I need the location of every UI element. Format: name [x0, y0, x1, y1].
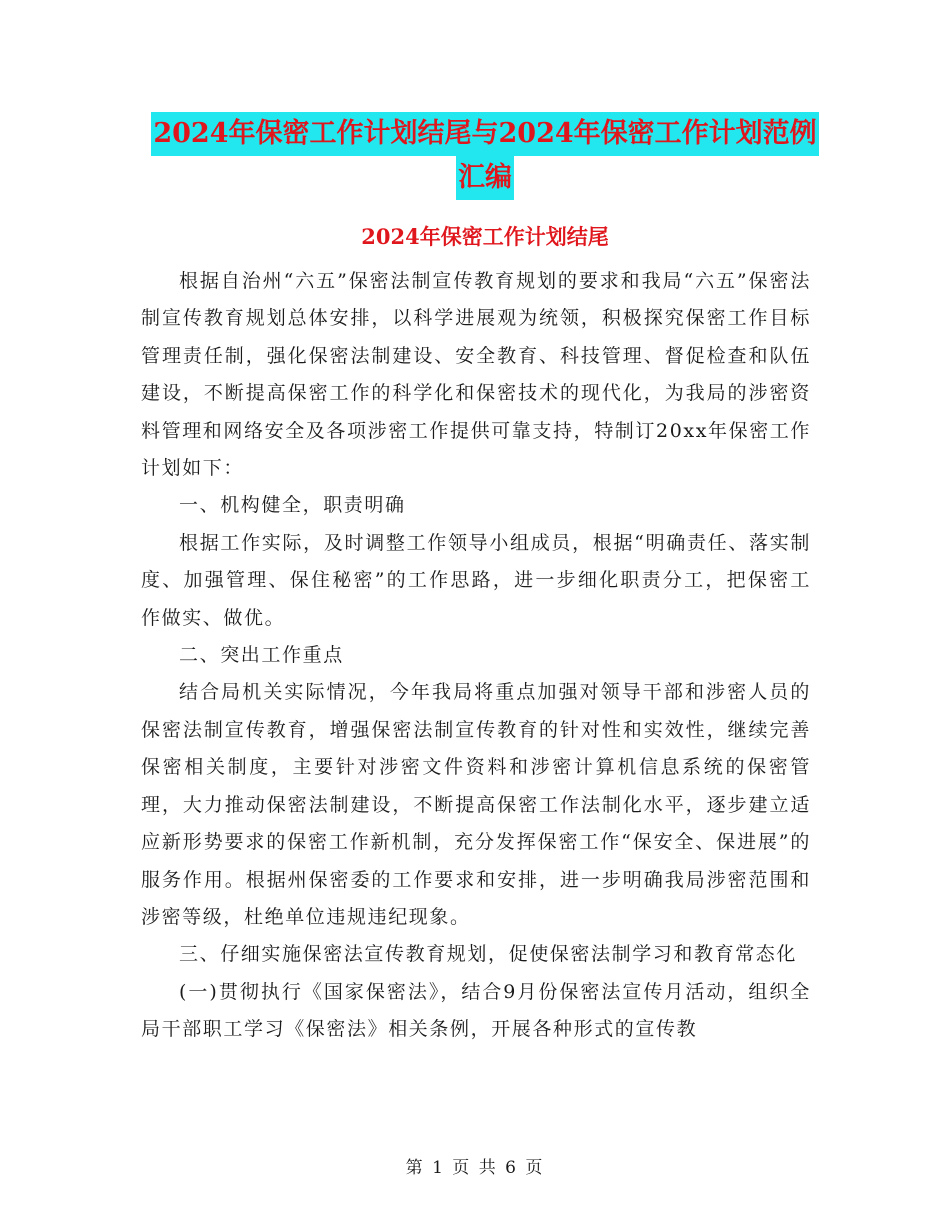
- section-title: 2024年保密工作计划结尾: [361, 224, 609, 249]
- heading-section-1: 一、机构健全，职责明确: [179, 494, 406, 517]
- paragraph-section-2: 结合局机关实际情况，今年我局将重点加强对领导干部和涉密人员的保密法制宣传教育，增强保密法制宣传教育的针对性和实效性，继续完善保密相关制度，主要针对涉密文件资料和涉密计算机信息系统的保密管理，大力推动保密法制建设，不断提高保密工作法制化水平，逐步建立适应新形势要求的保密工作新机制，充分发挥保密工作“保安全、保进展”的服务作用。根据州保密委的工作要求和安排，进一步明确我局涉密范围和涉密等级，杜绝单位违规违纪现象。: [141, 681, 811, 928]
- title-line-1: 2024年保密工作计划结尾与2024年保密工作计划范例: [151, 112, 818, 156]
- paragraph-intro: 根据自治州“六五”保密法制宣传教育规划的要求和我局“六五”保密法制宣传教育规划总体安排，以科学进展观为统领，积极探究保密工作目标管理责任制，强化保密法制建设、安全教育、科技管理、督促检查和队伍建设，不断提高保密工作的科学化和保密技术的现代化，为我局的涉密资料管理和网络安全及各项涉密工作提供可靠支持，特制订20xx年保密工作计划如下：: [141, 270, 812, 480]
- page-footer: 第 1 页 共 6 页: [405, 1158, 545, 1178]
- heading-section-2: 二、突出工作重点: [179, 644, 344, 667]
- document-body: [141, 263, 811, 1049]
- paragraph-section-1: 根据工作实际，及时调整工作领导小组成员，根据“明确责任、落实制度、加强管理、保住秘密”的工作思路，进一步细化职责分工，把保密工作做实、做优。: [141, 531, 811, 629]
- document-title: [140, 112, 830, 200]
- heading-section-3: 三、仔细实施保密法宣传教育规划，促使保密法制学习和教育常态化: [179, 943, 798, 966]
- title-line-2: 汇编: [456, 156, 514, 200]
- paragraph-section-3-item-1: (一)贯彻执行《国家保密法》，结合9月份保密法宣传月活动，组织全局干部职工学习《保密法》相关条例，开展各种形式的宣传教: [141, 980, 811, 1041]
